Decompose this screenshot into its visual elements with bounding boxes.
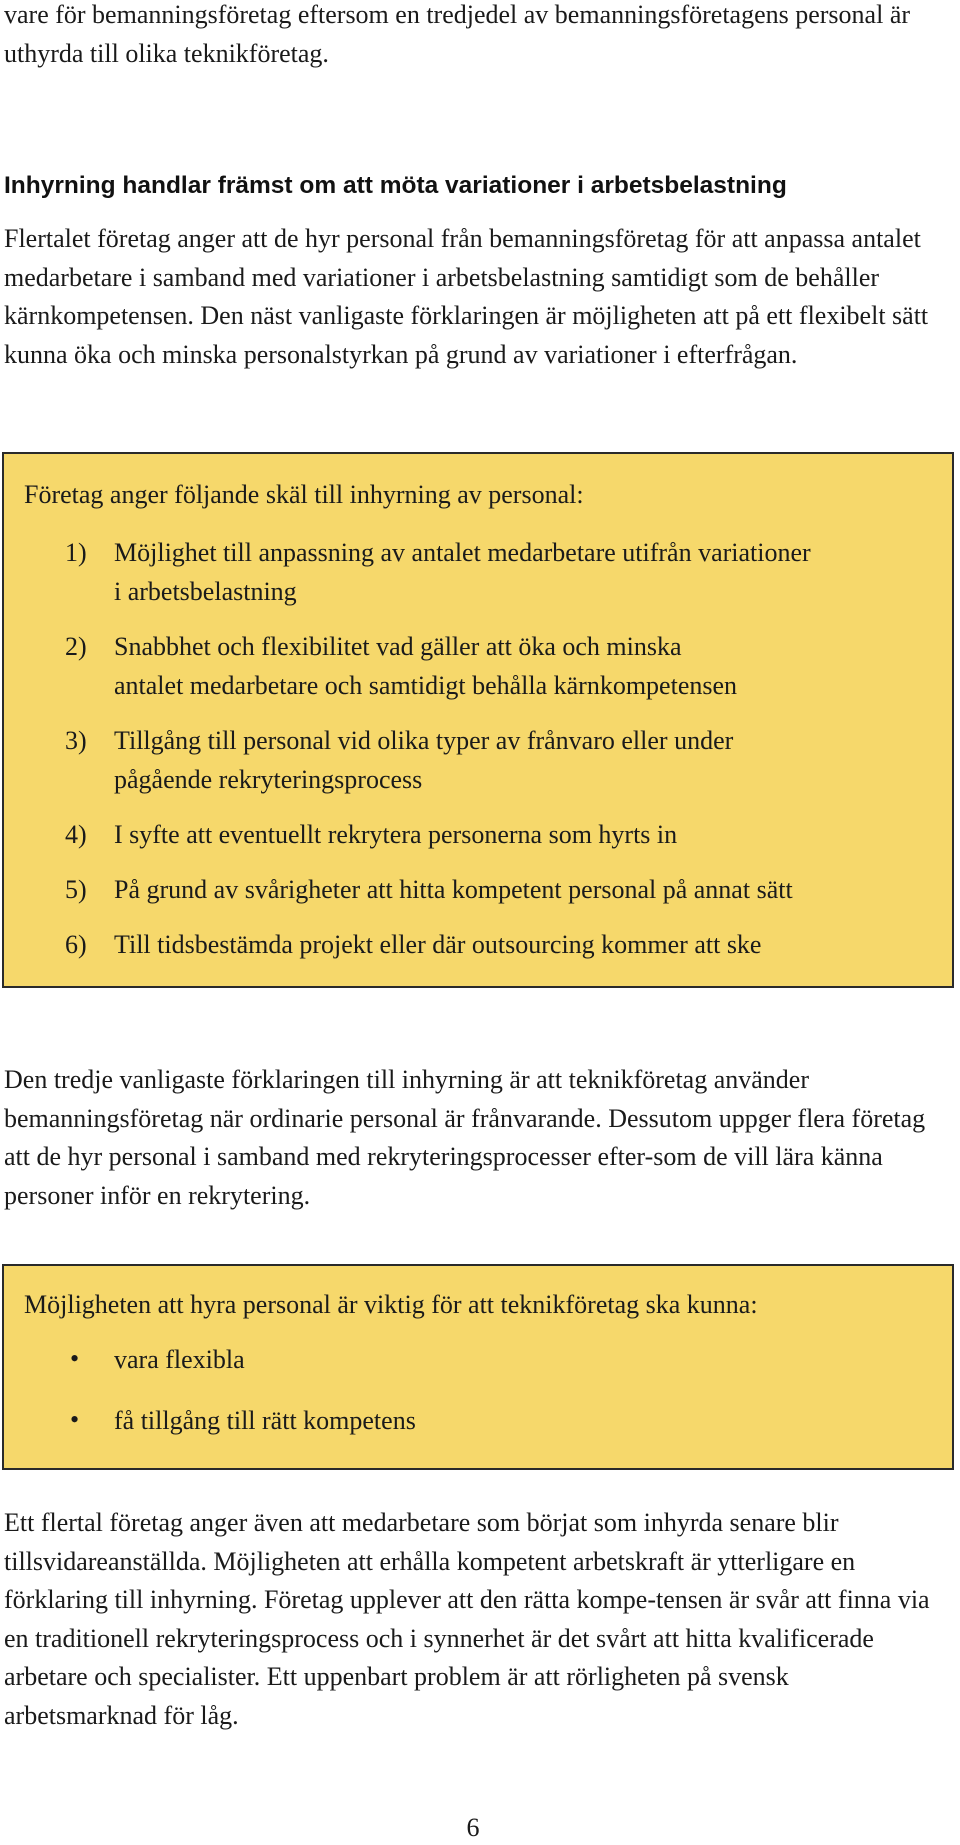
reason-number: 3) <box>65 726 87 755</box>
bullet-icon: • <box>70 1405 80 1434</box>
reason-text-line: pågående rekryteringsprocess <box>114 764 423 794</box>
reason-text-line: Möjlighet till anpassning av antalet medarbetare utifrån variationer <box>114 538 811 567</box>
bullet-icon: • <box>70 1344 80 1373</box>
paragraph-2: Den tredje vanligaste förklaringen till inhyrning är att teknikföretag använder bemanningsföretag när ordinarie personal är frånvarande. Dessutom uppger flera företag att de hyr personal i samband med rekryteringsprocesser efter-som de vill lära känna personer inför en rekrytering. <box>4 1065 926 1210</box>
intro-paragraph: vare för bemanningsföretag eftersom en tredjedel av bemanningsföretagens personal är uthyrda till olika teknikföretag. <box>4 0 911 68</box>
flexibility-item-text: vara flexibla <box>114 1345 245 1374</box>
reason-number: 5) <box>65 875 87 904</box>
reason-number: 6) <box>65 930 87 959</box>
reason-text-line: På grund av svårigheter att hitta kompetent personal på annat sätt <box>114 875 793 904</box>
reasons-box-intro: Företag anger följande skäl till inhyrning av personal: <box>24 480 584 509</box>
flexibility-box <box>2 1264 954 1470</box>
flexibility-box-intro: Möjligheten att hyra personal är viktig för att teknikföretag ska kunna: <box>24 1290 758 1319</box>
reason-text-line: I syfte att eventuellt rekrytera personerna som hyrts in <box>114 820 678 849</box>
page-number: 6 <box>466 1813 480 1842</box>
paragraph-3: Ett flertal företag anger även att medarbetare som börjat som inhyrda senare blir tillsvidareanställda. Möjligheten att erhålla kompetent arbetskraft är ytterligare en förklaring till inhyrning. Företag upplever att den rätta kompe-tensen är svår att finna via en traditionell rekryteringsprocess och i synnerhet är det svårt att hitta kvalificerade arbetare och specialister. Ett uppenbart problem är att rörligheten på svensk arbetsmarknad för låg. <box>4 1508 930 1730</box>
flexibility-item-text: få tillgång till rätt kompetens <box>114 1406 416 1435</box>
paragraph-1: Flertalet företag anger att de hyr personal från bemanningsföretag för att anpassa antalet medarbetare i samband med variationer i arbetsbelastning samtidigt som de behåller kärnkompetensen. Den näst vanligaste förklaringen är möjligheten att på ett flexibelt sätt kunna öka och minska personalstyrkan på grund av variationer i efterfrågan. <box>4 224 929 369</box>
section-heading: Inhyrning handlar främst om att möta variationer i arbetsbelastning <box>4 172 787 199</box>
reason-text-line: i arbetsbelastning <box>114 576 297 606</box>
reason-number: 4) <box>65 820 87 849</box>
reason-text-line: Till tidsbestämda projekt eller där outsourcing kommer att ske <box>114 930 762 959</box>
reason-text-line: Snabbhet och flexibilitet vad gäller att öka och minska <box>114 632 682 661</box>
reason-number: 1) <box>65 538 87 567</box>
reason-number: 2) <box>65 632 87 661</box>
reason-text-line: antalet medarbetare och samtidigt behålla kärnkompetensen <box>114 670 738 700</box>
reasons-box <box>2 452 954 988</box>
reason-text-line: Tillgång till personal vid olika typer av frånvaro eller under <box>114 726 734 755</box>
